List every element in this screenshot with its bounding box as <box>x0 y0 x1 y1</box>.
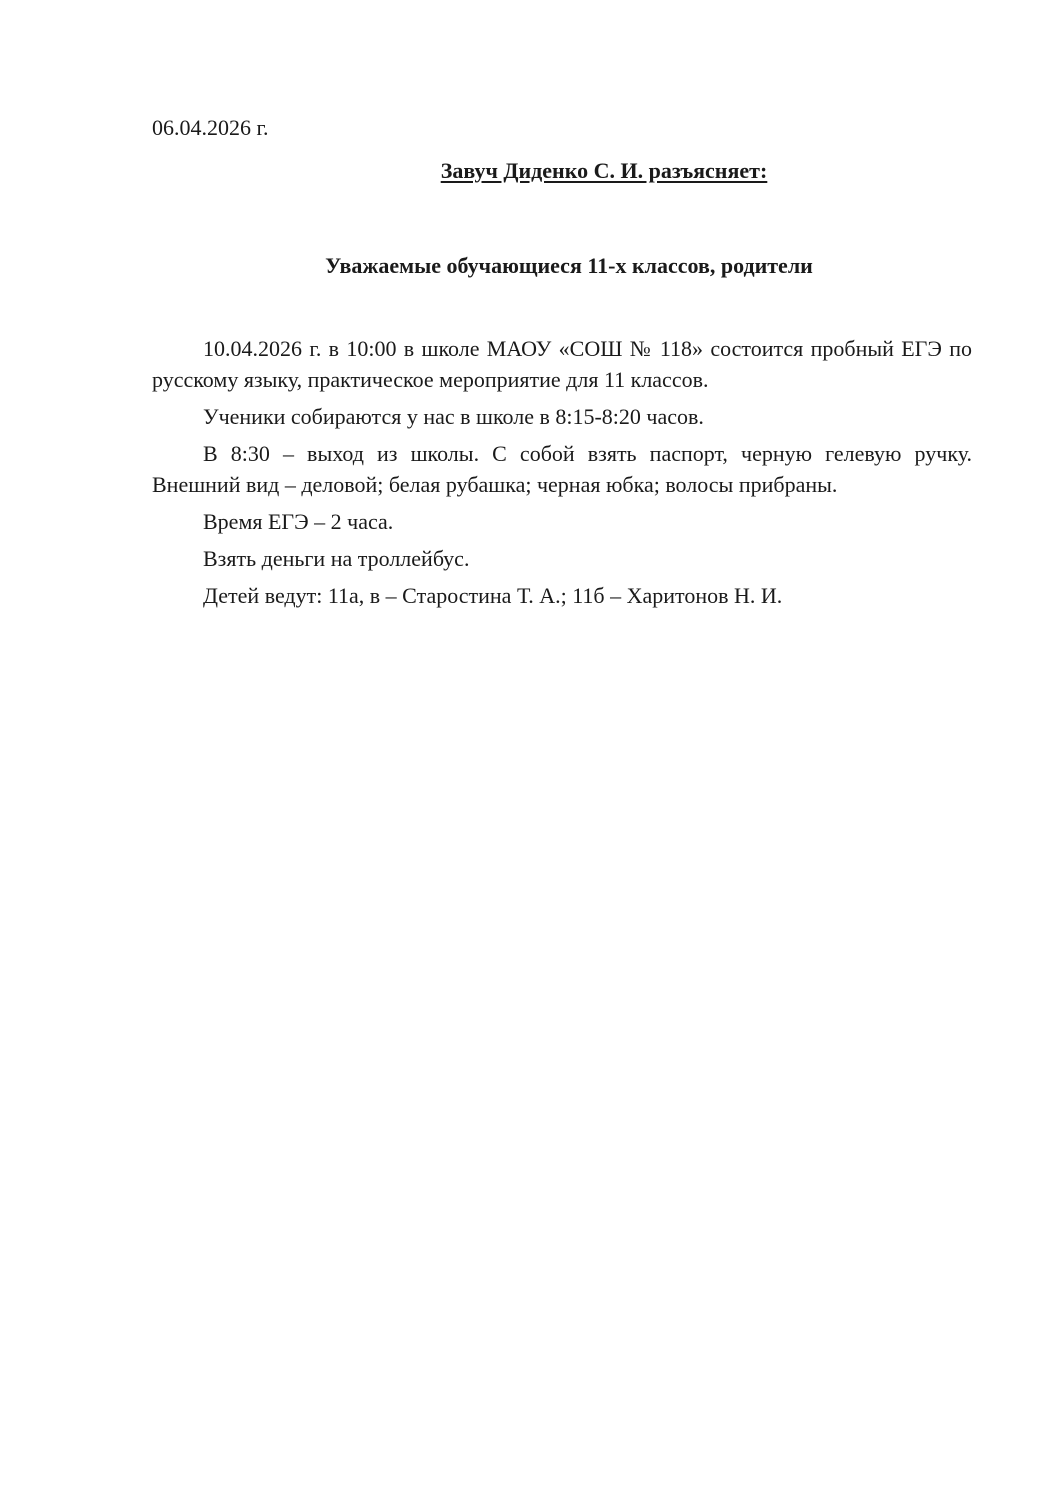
document-date: 06.04.2026 г. <box>152 115 269 140</box>
document-heading: Завуч Диденко С. И. разъясняет: <box>440 158 768 183</box>
document-body <box>152 112 972 611</box>
paragraph-exam-duration: Время ЕГЭ – 2 часа. <box>203 509 394 534</box>
paragraph-departure-dress-code: В 8:30 – выход из школы. С собой взять паспорт, черную гелевую ручку. Внешний вид – деловой; белая рубашка; черная юбка; волосы прибраны. <box>152 441 972 497</box>
paragraph-gathering-time: Ученики собираются у нас в школе в 8:15-8:20 часов. <box>203 404 704 429</box>
paragraph-bus-fare: Взять деньги на троллейбус. <box>203 546 470 571</box>
paragraph-exam-announcement: 10.04.2026 г. в 10:00 в школе МАОУ «СОШ № 118» состоится пробный ЕГЭ по русскому языку, практическое мероприятие для 11 классов. <box>152 336 972 392</box>
paragraph-escorts: Детей ведут: 11а, в – Старостина Т. А.; 11б – Харитонов Н. И. <box>203 583 783 608</box>
document-greeting: Уважаемые обучающиеся 11-х классов, родители <box>325 253 813 278</box>
